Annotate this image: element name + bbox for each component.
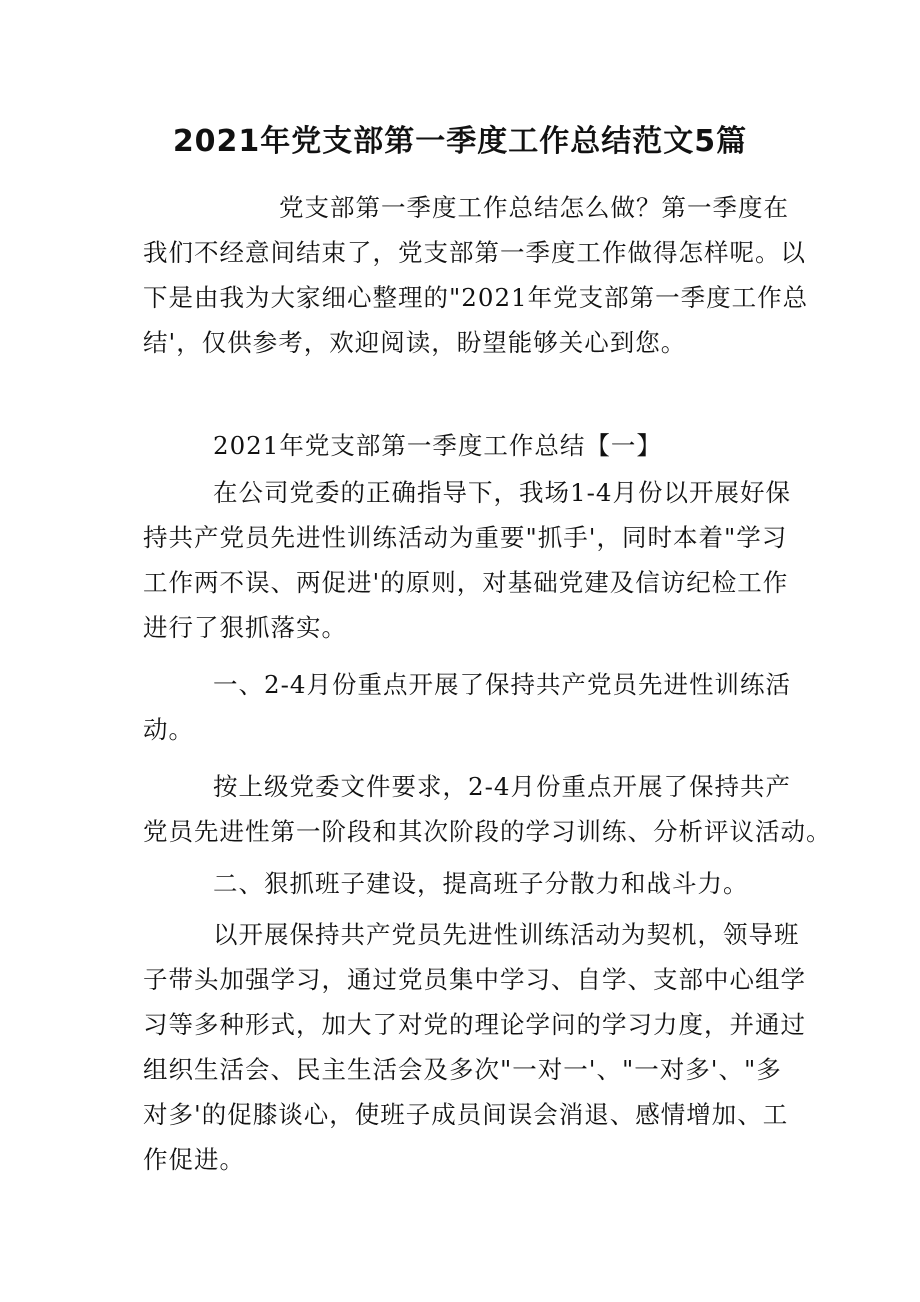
paragraph-line: 习等多种形式，加大了对党的理论学问的学习力度，并通过 [143,1010,806,1039]
section-heading: 2021年党支部第一季度工作总结【一】 [213,431,662,460]
paragraph-line: 对多'的促膝谈心，使班子成员间误会消退、感情增加、工 [143,1100,789,1129]
point-heading: 动。 [143,715,194,744]
paragraph-line: 持共产党员先进性训练活动为重要"抓手'，同时本着"学习 [143,523,788,552]
paragraph-line: 党员先进性第一阶段和其次阶段的学习训练、分析评议活动。 [143,817,832,846]
paragraph-line: 以开展保持共产党员先进性训练活动为契机，领导班 [213,920,800,949]
paragraph-line: 工作两不误、两促进'的原则，对基础党建及信访纪检工作 [143,568,789,597]
intro-line: 下是由我为大家细心整理的"2021年党支部第一季度工作总 [143,283,809,312]
paragraph-line: 进行了狠抓落实。 [143,613,347,642]
paragraph-line: 作促进。 [143,1145,245,1174]
paragraph-line: 组织生活会、民主生活会及多次"一对一'、"一对多'、"多 [143,1055,782,1084]
intro-line: 结'，仅供参考，欢迎阅读，盼望能够关心到您。 [143,328,687,357]
point-heading: 二、狠抓班子建设，提高班子分散力和战斗力。 [213,869,749,898]
document-title: 2021年党支部第一季度工作总结范文5篇 [172,124,748,159]
paragraph-line: 按上级党委文件要求，2-4月份重点开展了保持共产 [213,772,791,801]
intro-line: 党支部第一季度工作总结怎么做？第一季度在 [279,193,789,222]
point-heading: 一、2-4月份重点开展了保持共产党员先进性训练活 [213,670,791,699]
intro-line: 我们不经意间结束了，党支部第一季度工作做得怎样呢。以 [143,238,806,267]
paragraph-line: 子带头加强学习，通过党员集中学习、自学、支部中心组学 [143,965,806,994]
paragraph-line: 在公司党委的正确指导下，我场1-4月份以开展好保 [213,478,791,507]
